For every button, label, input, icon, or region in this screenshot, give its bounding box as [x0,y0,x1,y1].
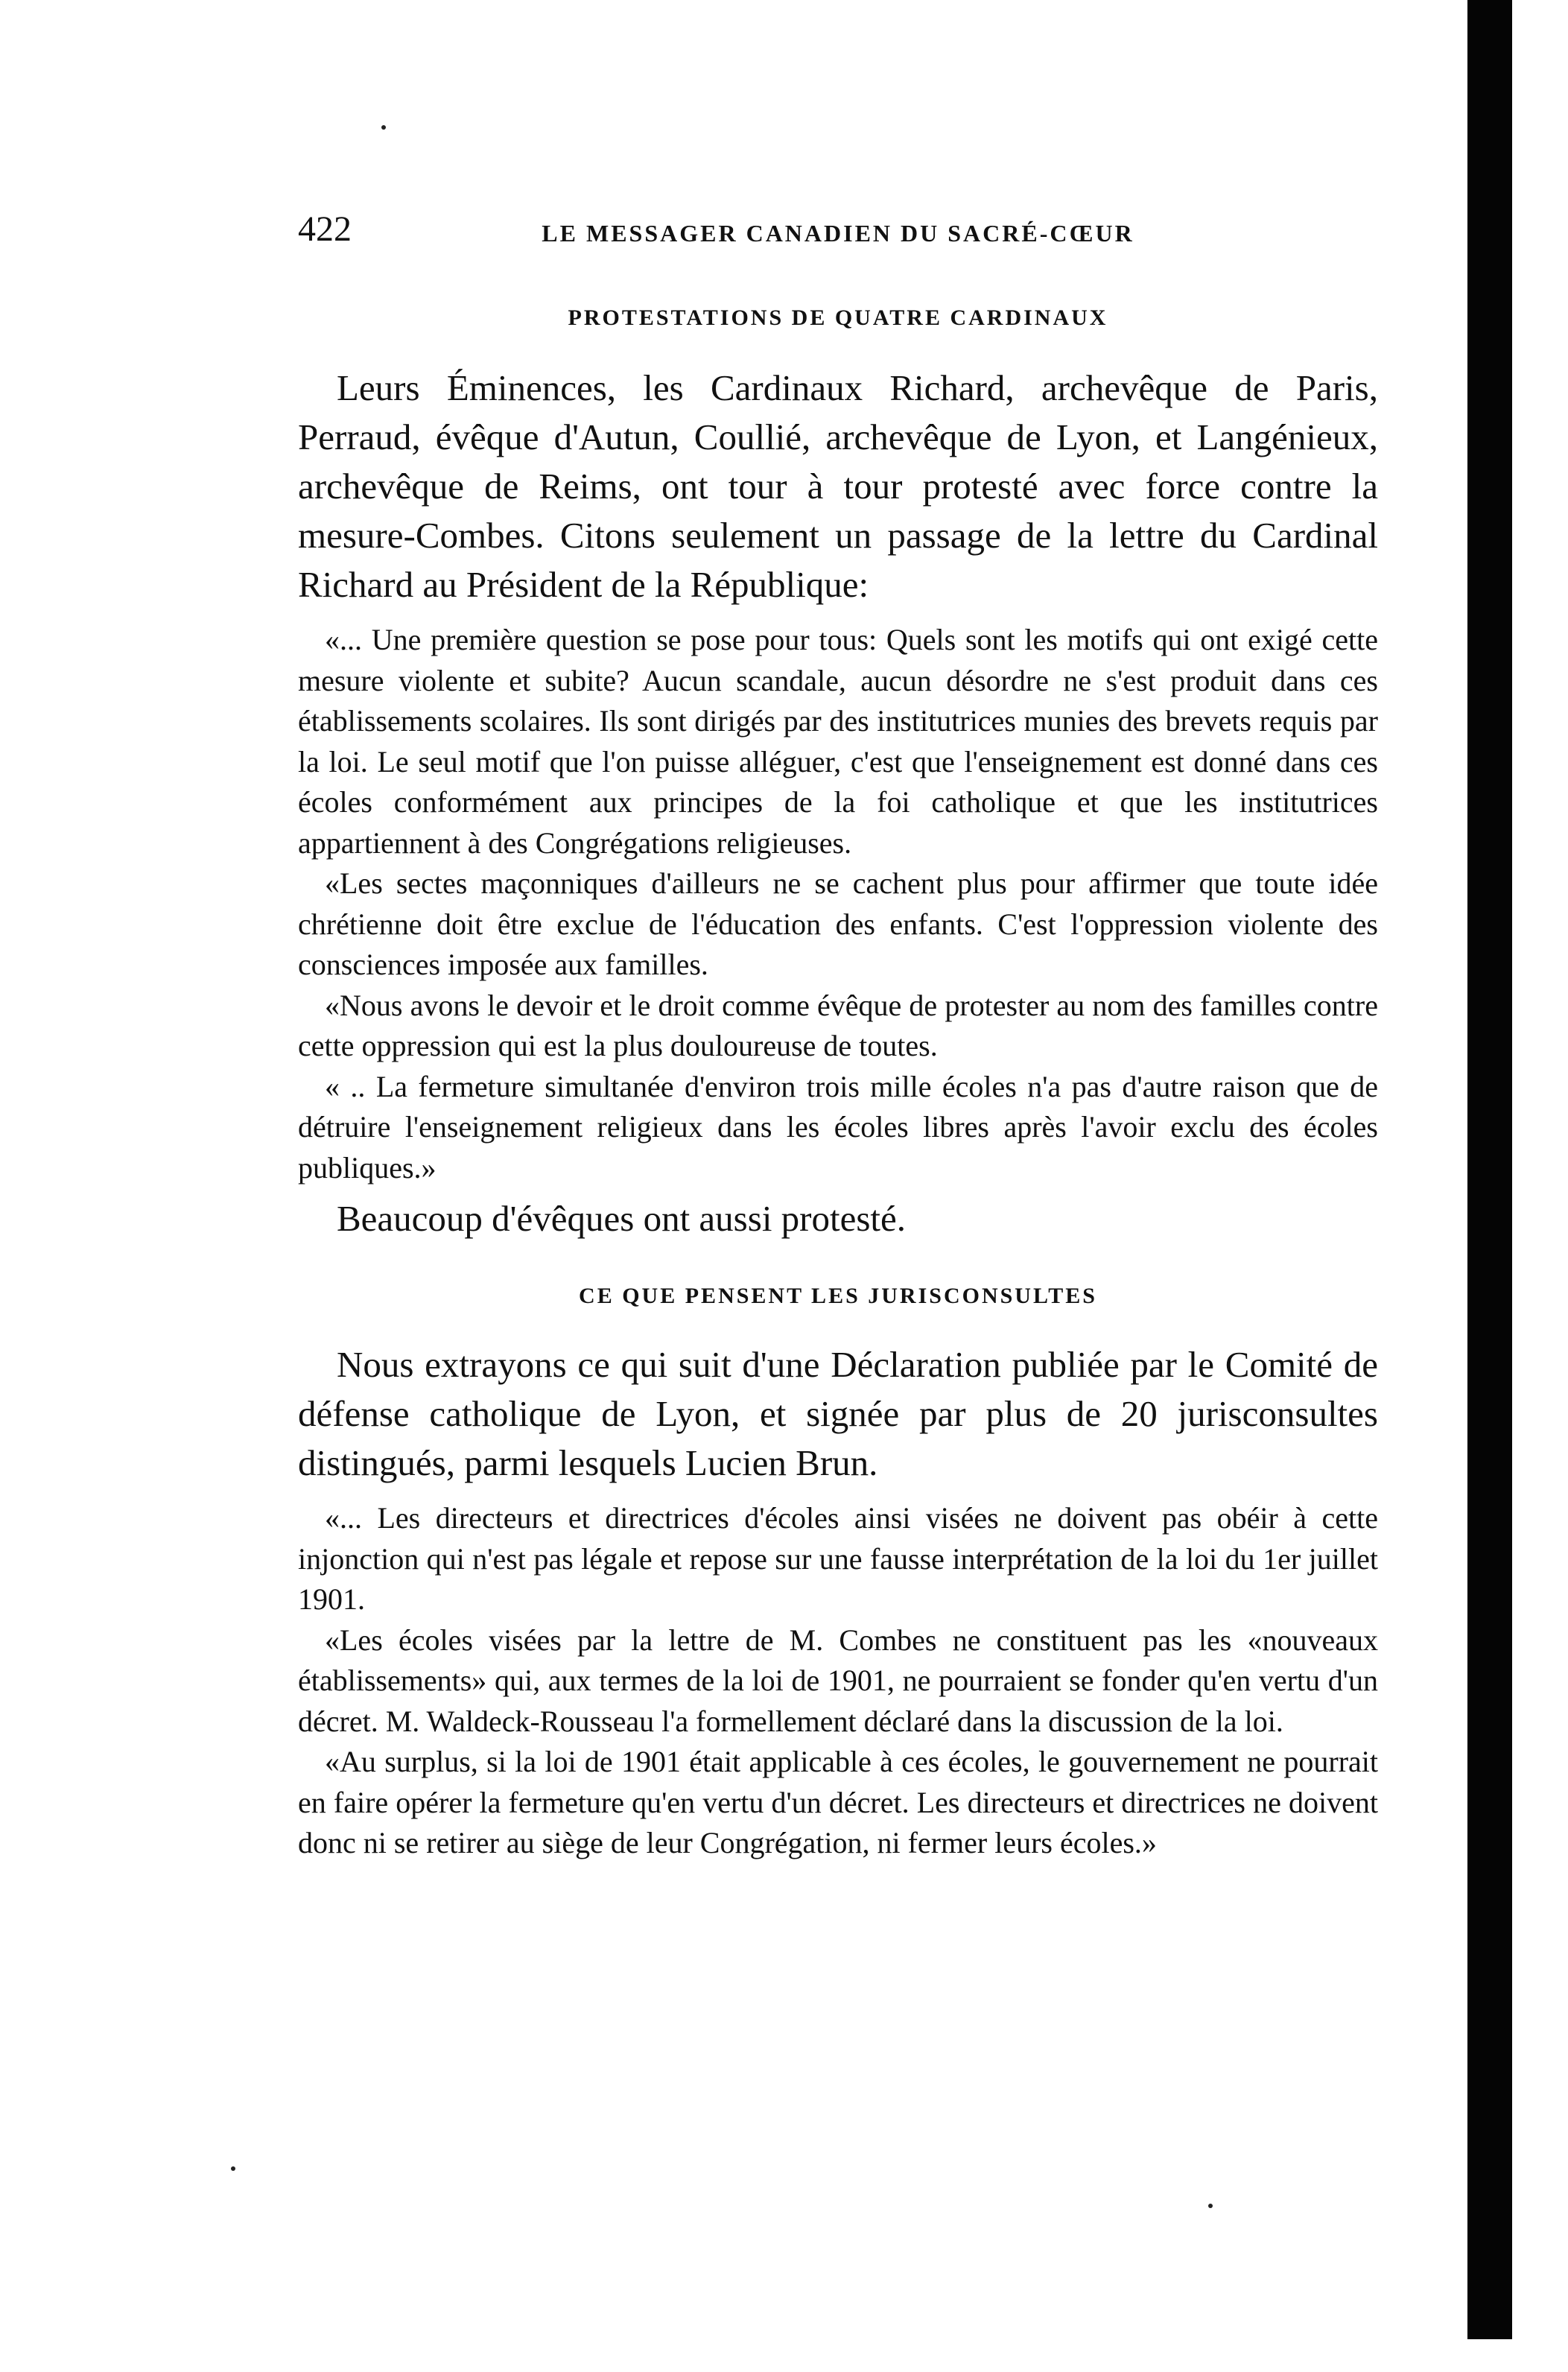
quote-paragraph: «... Les directeurs et directrices d'écoles ainsi visées ne doivent pas obéir à cette injonction qui n'est pas légale et repose sur une fausse interprétation de la loi du 1er juillet 1901. [298,1501,1378,1616]
scan-edge-shadow [1467,0,1512,2339]
scan-speck [231,2166,235,2171]
quote-paragraph: « .. La fermeture simultanée d'environ trois mille écoles n'a pas d'autre raison que de détruire l'enseignement religieux dans les écoles libres après l'avoir exclu des écoles publiques.» [298,1069,1378,1185]
cardinals-intro-paragraph: Leurs Éminences, les Cardinaux Richard, archevêque de Paris, Perraud, évêque d'Autun, Coullié, archevêque de Lyon, et Langénieux, archevêque de Reims, ont tour à tour protesté avec force contre la mesure-Combes. Citons seulement un passage de la lettre du Cardinal Richard au Président de la République: [298,367,1378,605]
quote-paragraph: «Les écoles visées par la lettre de M. Combes ne constituent pas les «nouveaux établissements» qui, aux termes de la loi de 1901, ne pourraient se fonder qu'en vertu d'un décret. M. Waldeck-Rousseau l'a formellement déclaré dans la discussion de la loi. [298,1623,1378,1738]
declaration-quote [298,1498,1378,1864]
scan-speck [381,125,386,130]
bishops-closing-line: Beaucoup d'évêques ont aussi protesté. [337,1198,907,1239]
running-head [298,201,1378,261]
cardinal-richard-quote [298,620,1378,1188]
page-content [298,201,1378,1864]
quote-paragraph: «Au surplus, si la loi de 1901 était applicable à ces écoles, le gouvernement ne pourrait en faire opérer la fermeture qu'en vertu d'un décret. Les directeurs et directrices ne doivent donc ni se retirer au siège de leur Congrégation, ni fermer leurs écoles.» [298,1745,1378,1859]
scan-speck [1208,2204,1213,2208]
page-number: 422 [298,209,352,249]
quote-paragraph: «... Une première question se pose pour tous: Quels sont les motifs qui ont exigé cette mesure violente et subite? Aucun scandale, aucun désordre ne s'est produit dans ces établissements scolaires. Ils sont dirigés par des institutrices munies des brevets requis par la loi. Le seul motif que l'on puisse alléguer, c'est que l'enseignement est donné dans ces écoles conformément aux principes de la foi catholique et que les institutrices appartiennent à des Congrégations religieuses. [298,623,1378,860]
section-title-cardinals: PROTESTATIONS DE QUATRE CARDINAUX [568,305,1108,330]
section-title-jurists: CE QUE PENSENT LES JURISCONSULTES [579,1284,1097,1308]
journal-title: LE MESSAGER CANADIEN DU SACRÉ-CŒUR [542,220,1134,247]
quote-paragraph: «Nous avons le devoir et le droit comme évêque de protester au nom des familles contre cette oppression qui est la plus douloureuse de toutes. [298,988,1378,1062]
jurists-intro-paragraph: Nous extrayons ce qui suit d'une Déclaration publiée par le Comité de défense catholique de Lyon, et signée par plus de 20 jurisconsultes distingués, parmi lesquels Lucien Brun. [298,1344,1378,1483]
quote-paragraph: «Les sectes maçonniques d'ailleurs ne se cachent plus pour affirmer que toute idée chrétienne doit être exclue de l'éducation des enfants. C'est l'oppression violente des consciences imposée aux familles. [298,866,1378,981]
